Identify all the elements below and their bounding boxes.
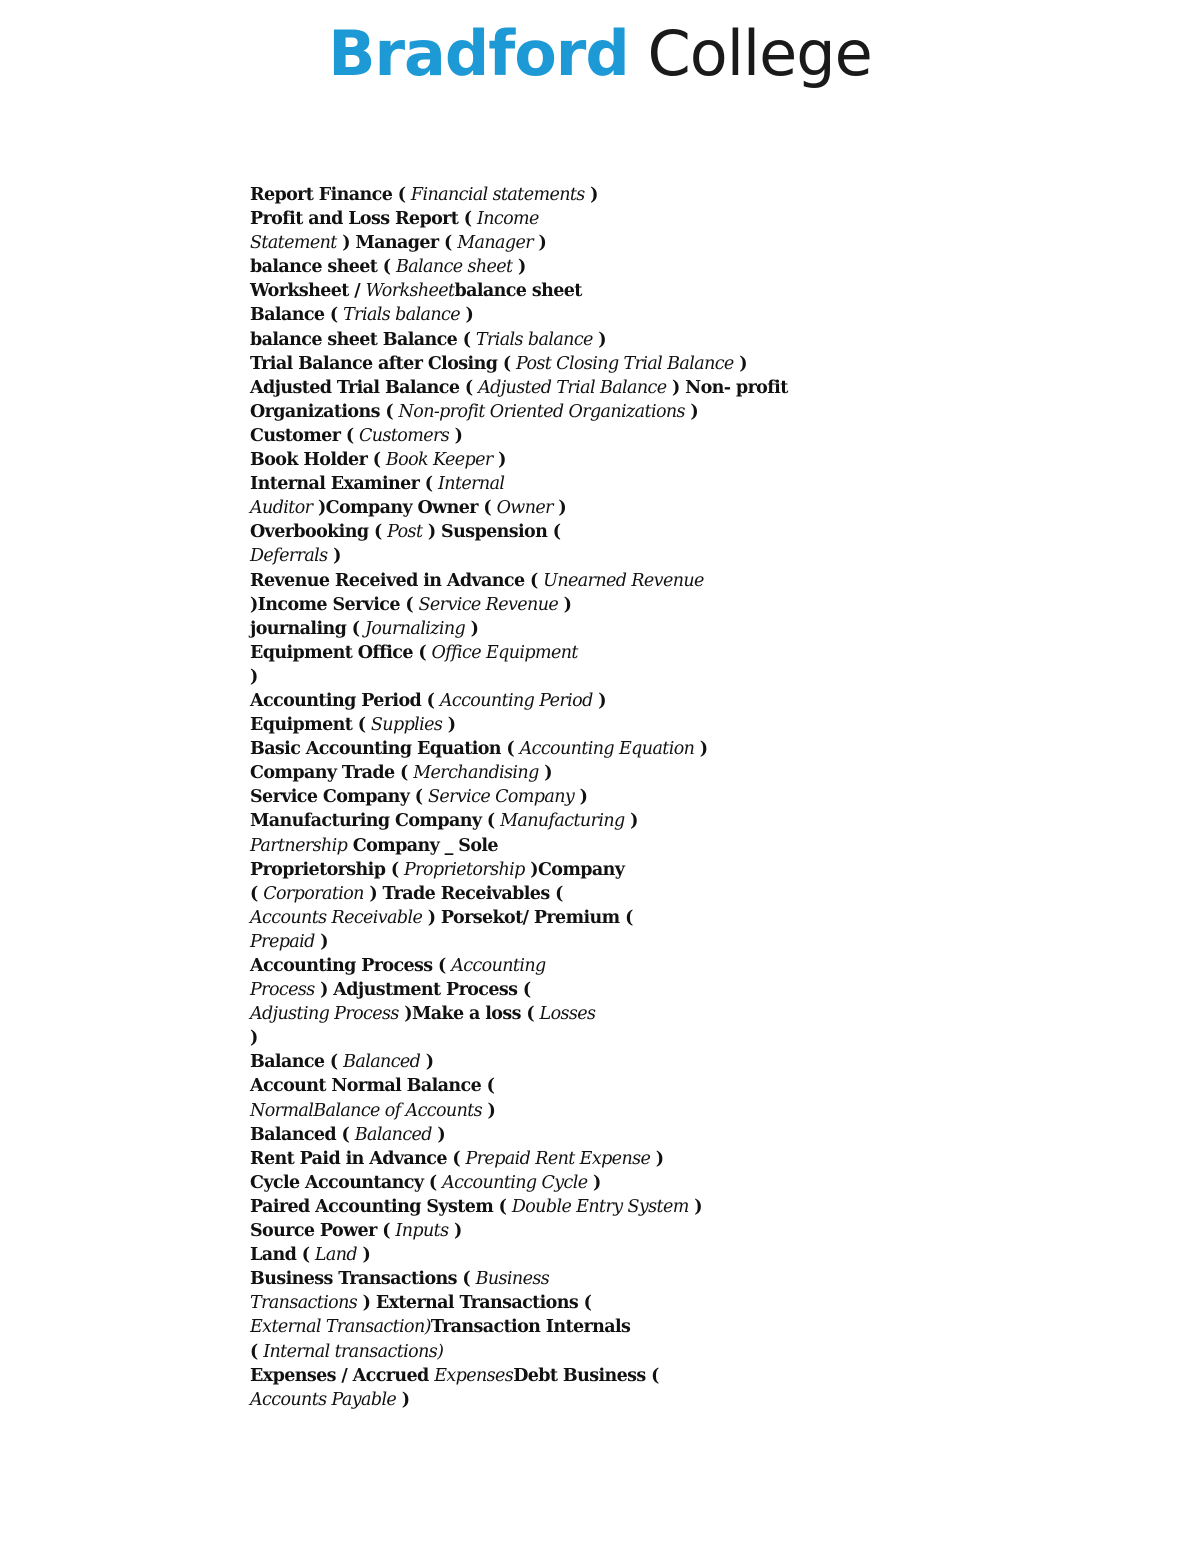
translated-term: balance sheet Balance ( [250,329,476,350]
translated-term: ) Non- profit [666,377,788,398]
glossary-line [250,1123,870,1147]
translated-term: Accounting Period ( [250,690,440,711]
translated-term: ) [558,594,572,615]
english-term: Losses [539,1004,596,1025]
english-term: Prepaid Rent Expense [465,1148,651,1169]
translated-term: balance sheet [454,281,582,302]
translated-term: ) Manager ( [336,233,458,254]
glossary-line [250,593,870,617]
english-term: Partnership [250,835,348,856]
translated-term: Business Transactions ( [250,1269,476,1290]
glossary-line [250,906,870,930]
english-term: Deferrals [250,546,328,567]
glossary-line [250,448,870,472]
english-term: Worksheet [365,281,455,302]
english-term: Expenses [434,1365,514,1386]
glossary-text [250,183,870,1412]
english-term: Manufacturing [500,811,625,832]
glossary-line [250,352,870,376]
glossary-line [250,1315,870,1339]
english-term: Prepaid [250,931,315,952]
glossary-line [250,954,870,978]
logo-brand-text: Bradford [328,17,629,90]
translated-term: )Company Owner ( [312,498,497,519]
translated-term: Basic Accounting Equation ( [250,739,520,760]
english-term: Financial statements [410,185,585,205]
translated-term: ) [552,498,567,519]
english-term: Trials balance [475,329,593,350]
english-term: External Transaction) [250,1317,431,1338]
glossary-line [250,1340,870,1364]
glossary-line [250,303,870,327]
english-term: Accounting Equation [519,739,695,760]
translated-term: Account Normal Balance ( [250,1076,495,1097]
translated-term: ) [357,1245,371,1266]
english-term: Double Entry System [511,1196,689,1217]
glossary-line [250,785,870,809]
translated-term: ) [694,739,708,760]
translated-term: ) [431,1124,446,1145]
glossary-line [250,424,870,448]
glossary-line [250,544,870,568]
glossary-line [250,231,870,255]
english-term: Inputs [395,1221,449,1242]
english-term: Owner [496,498,553,519]
english-term: Balanced [343,1052,421,1073]
translated-term: Proprietorship ( [250,859,404,880]
glossary-line [250,1388,870,1412]
translated-term: )Company [524,859,625,880]
translated-term: Trial Balance after Closing ( [250,353,516,374]
translated-term: ) [482,1100,496,1121]
glossary-line [250,520,870,544]
translated-term: ) [592,690,606,711]
logo-college-text: College [647,17,872,90]
english-term: Internal transactions) [263,1341,444,1362]
glossary-line [250,1050,870,1074]
glossary-line [250,809,870,833]
glossary-line [250,279,870,303]
glossary-line [250,1364,870,1388]
translated-term: Manufacturing Company ( [250,811,501,832]
english-term: Internal [437,474,505,495]
glossary-line [250,207,870,231]
translated-term: ) [420,1052,434,1073]
glossary-line [250,1074,870,1098]
glossary-line [250,1243,870,1267]
translated-term: ) [684,401,699,422]
glossary-line [250,183,870,207]
glossary-line [250,737,870,761]
english-term: Office Equipment [431,642,578,663]
english-term: Service Revenue [418,594,559,615]
translated-term: Revenue Received in Advance ( [250,570,544,591]
glossary-line [250,978,870,1002]
translated-term: ) [592,329,606,350]
translated-term: ) [512,257,526,278]
translated-term: ) [492,450,506,471]
glossary-line [250,1267,870,1291]
english-term: Trials balance [343,305,461,326]
glossary-line [250,930,870,954]
english-term: Unearned Revenue [543,570,704,591]
english-term: Balance sheet [395,257,513,278]
glossary-line [250,1195,870,1219]
translated-term: Balanced ( [250,1124,355,1145]
glossary-line [250,641,870,665]
translated-term: Company Trade ( [250,763,414,784]
translated-term: Debt Business ( [513,1365,659,1386]
english-term: Accounting Period [439,690,593,711]
glossary-line [250,1171,870,1195]
glossary-line [250,1002,870,1026]
glossary-line [250,496,870,520]
translated-term: Customer ( [250,425,359,446]
translated-term: Company _ Sole [347,835,498,856]
translated-term: balance sheet ( [250,257,396,278]
translated-term: ( [250,883,264,904]
english-term: Corporation [263,883,364,904]
translated-term: ) [250,666,258,687]
glossary-line [250,1219,870,1243]
glossary-line [250,689,870,713]
english-term: Service Company [427,787,575,808]
english-term: Journalizing [364,618,466,639]
english-term: Auditor [250,498,313,519]
english-term: Non-profit Oriented Organizations [398,401,685,422]
glossary-line [250,376,870,400]
translated-term: ) [650,1148,664,1169]
glossary-line [250,761,870,785]
translated-term: Internal Examiner ( [250,474,438,495]
translated-term: Adjusted Trial Balance ( [250,377,479,398]
translated-term: ) Trade Receivables ( [363,883,563,904]
translated-term: Report Finance ( [250,185,411,205]
glossary-line [250,665,870,689]
translated-term: Transaction Internals [430,1317,631,1338]
translated-term: ) [587,1172,601,1193]
english-term: Accounts Receivable [250,907,423,928]
translated-term: Worksheet / [250,281,366,302]
glossary-line [250,858,870,882]
translated-term: )Income Service ( [250,594,419,615]
translated-term: Overbooking ( [250,522,388,543]
translated-term: Source Power ( [250,1221,396,1242]
glossary-line [250,1291,870,1315]
glossary-line [250,569,870,593]
translated-term: ) [538,763,552,784]
glossary-line [250,1099,870,1123]
translated-term: ) [584,185,598,205]
translated-term: ) [448,1221,462,1242]
translated-term: ) External Transactions ( [357,1293,592,1314]
translated-term: Equipment Office ( [250,642,432,663]
english-term: Land [314,1245,358,1266]
translated-term: Organizations ( [250,401,399,422]
english-term: NormalBalance of Accounts [250,1100,483,1121]
translated-term: Service Company ( [250,787,428,808]
translated-term: ) [733,353,747,374]
translated-term: ) [624,811,638,832]
glossary-line [250,400,870,424]
translated-term: ) [327,546,341,567]
translated-term: )Make a loss ( [398,1004,540,1025]
english-term: Supplies [370,715,443,736]
translated-term: ) [574,787,588,808]
glossary-line [250,617,870,641]
bradford-college-logo [0,18,1200,90]
translated-term: ) Suspension ( [422,522,561,543]
english-term: Accounts Payable [250,1389,397,1410]
translated-term: Accounting Process ( [250,956,452,976]
glossary-line [250,882,870,906]
translated-term: Balance ( [250,1052,344,1073]
translated-term: ) [465,618,479,639]
english-term: Transactions [250,1293,358,1314]
english-term: Post Closing Trial Balance [516,353,734,374]
english-term: Accounting [451,956,546,976]
translated-term: Paired Accounting System ( [250,1196,512,1217]
translated-term: ) [449,425,463,446]
glossary-line [250,1147,870,1171]
glossary-line [250,1026,870,1050]
translated-term: Profit and Loss Report ( [250,209,477,230]
translated-term: Rent Paid in Advance ( [250,1148,466,1169]
english-term: Customers [359,425,450,446]
translated-term: journaling ( [250,618,365,639]
glossary-line [250,834,870,858]
english-term: Book Keeper [385,450,493,471]
translated-term: Book Holder ( [250,450,386,471]
english-term: Adjusted Trial Balance [478,377,667,398]
translated-term: Cycle Accountancy ( [250,1172,443,1193]
english-term: Statement [250,233,337,254]
translated-term: ) [688,1196,702,1217]
english-term: Proprietorship [404,859,525,880]
translated-term: Land ( [250,1245,315,1266]
translated-term: Equipment ( [250,715,371,736]
glossary-line [250,255,870,279]
translated-term: ) [396,1389,410,1410]
english-term: Manager [457,233,533,254]
glossary-line [250,328,870,352]
english-term: Process [250,980,315,1001]
translated-term: ) Adjustment Process ( [314,980,531,1001]
translated-term: ) [250,1028,258,1049]
english-term: Balanced [354,1124,432,1145]
english-term: Income [476,209,539,230]
translated-term: ( [250,1341,264,1362]
translated-term: Balance ( [250,305,344,326]
translated-term: Expenses / Accrued [250,1365,435,1386]
english-term: Adjusting Process [250,1004,399,1025]
translated-term: ) [460,305,474,326]
english-term: Merchandising [413,763,539,784]
translated-term: ) [314,931,328,952]
english-term: Business [475,1269,550,1290]
english-term: Accounting Cycle [442,1172,588,1193]
translated-term: ) [442,715,456,736]
translated-term: ) Porsekot/ Premium ( [422,907,633,928]
glossary-line [250,472,870,496]
translated-term: ) [532,233,547,254]
glossary-line [250,713,870,737]
english-term: Post [387,522,423,543]
